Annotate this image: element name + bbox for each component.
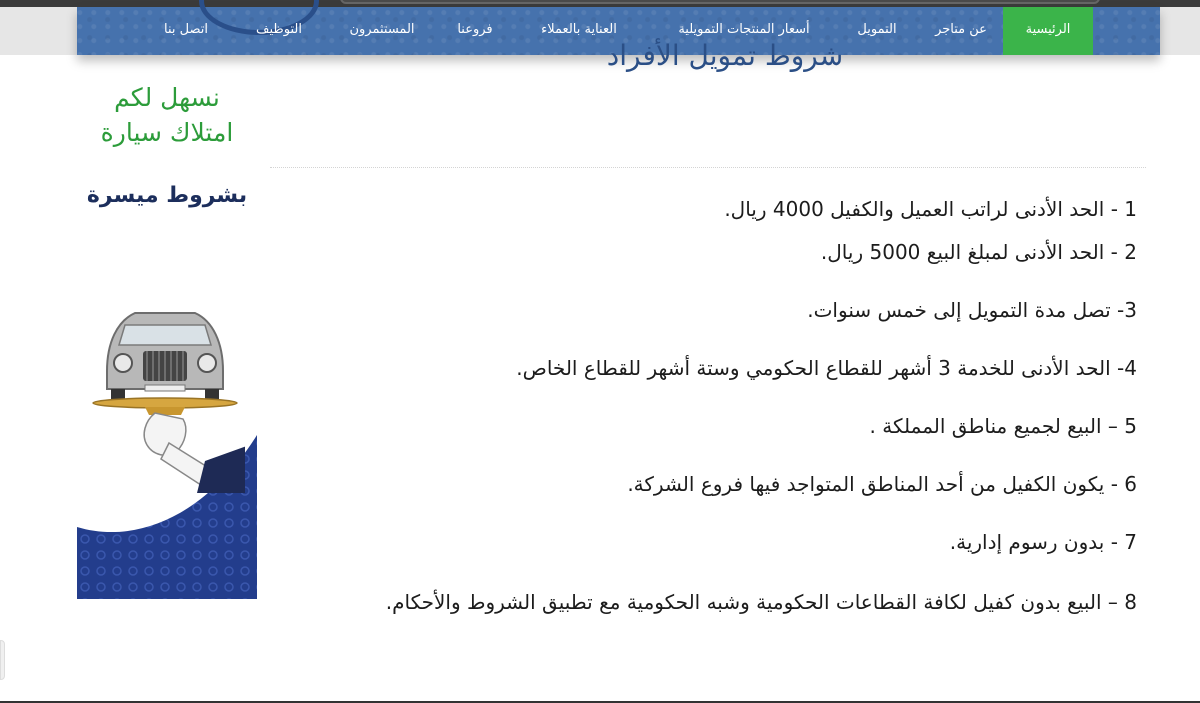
page-margin-right xyxy=(1160,7,1200,55)
term-item: 7 - بدون رسوم إدارية. xyxy=(949,530,1137,554)
nav-investors[interactable]: المستثمرون xyxy=(349,22,415,37)
term-item: 4- الحد الأدنى للخدمة 3 أشهر للقطاع الحكومي وستة أشهر للقطاع الخاص. xyxy=(516,356,1137,380)
banner-headline-1: نسهل لكم xyxy=(114,83,220,112)
page-margin-left xyxy=(0,7,77,55)
nav-product-prices[interactable]: أسعار المنتجات التمويلية xyxy=(678,22,810,37)
term-item: 1 - الحد الأدنى لراتب العميل والكفيل 4000 ريال. xyxy=(724,197,1137,221)
nav-contact[interactable]: اتصل بنا xyxy=(164,22,208,37)
side-tab-handle[interactable] xyxy=(0,640,5,680)
banner-headline-2: امتلاك سيارة xyxy=(100,118,234,147)
banner-tagline: بشروط ميسرة xyxy=(86,183,248,208)
nav-careers[interactable]: التوظيف xyxy=(256,22,302,37)
term-item: 5 – البيع لجميع مناطق المملكة . xyxy=(869,414,1137,438)
address-bar-edge xyxy=(340,0,1100,4)
term-item: 3- تصل مدة التمويل إلى خمس سنوات. xyxy=(807,298,1137,322)
nav-customer-care[interactable]: العناية بالعملاء xyxy=(541,22,617,37)
car-on-tray-icon xyxy=(85,293,245,493)
nav-branches[interactable]: فروعنا xyxy=(457,22,493,37)
term-item: 2 - الحد الأدنى لمبلغ البيع 5000 ريال. xyxy=(820,240,1137,264)
promo-banner[interactable] xyxy=(77,75,257,599)
term-item: 8 – البيع بدون كفيل لكافة القطاعات الحكومية وشبه الحكومية مع تطبيق الشروط والأحكام. xyxy=(385,590,1137,614)
term-item: 6 - يكون الكفيل من أحد المناطق المتواجد فيها فروع الشركة. xyxy=(627,472,1137,496)
title-divider xyxy=(270,167,1146,168)
nav-home[interactable]: الرئيسية xyxy=(1003,7,1093,55)
nav-about[interactable]: عن متاجر xyxy=(935,22,987,37)
page-title: شروط تمويل الأفراد xyxy=(606,39,844,72)
nav-finance[interactable]: التمويل xyxy=(857,22,897,37)
browser-top-strip xyxy=(0,0,1200,7)
